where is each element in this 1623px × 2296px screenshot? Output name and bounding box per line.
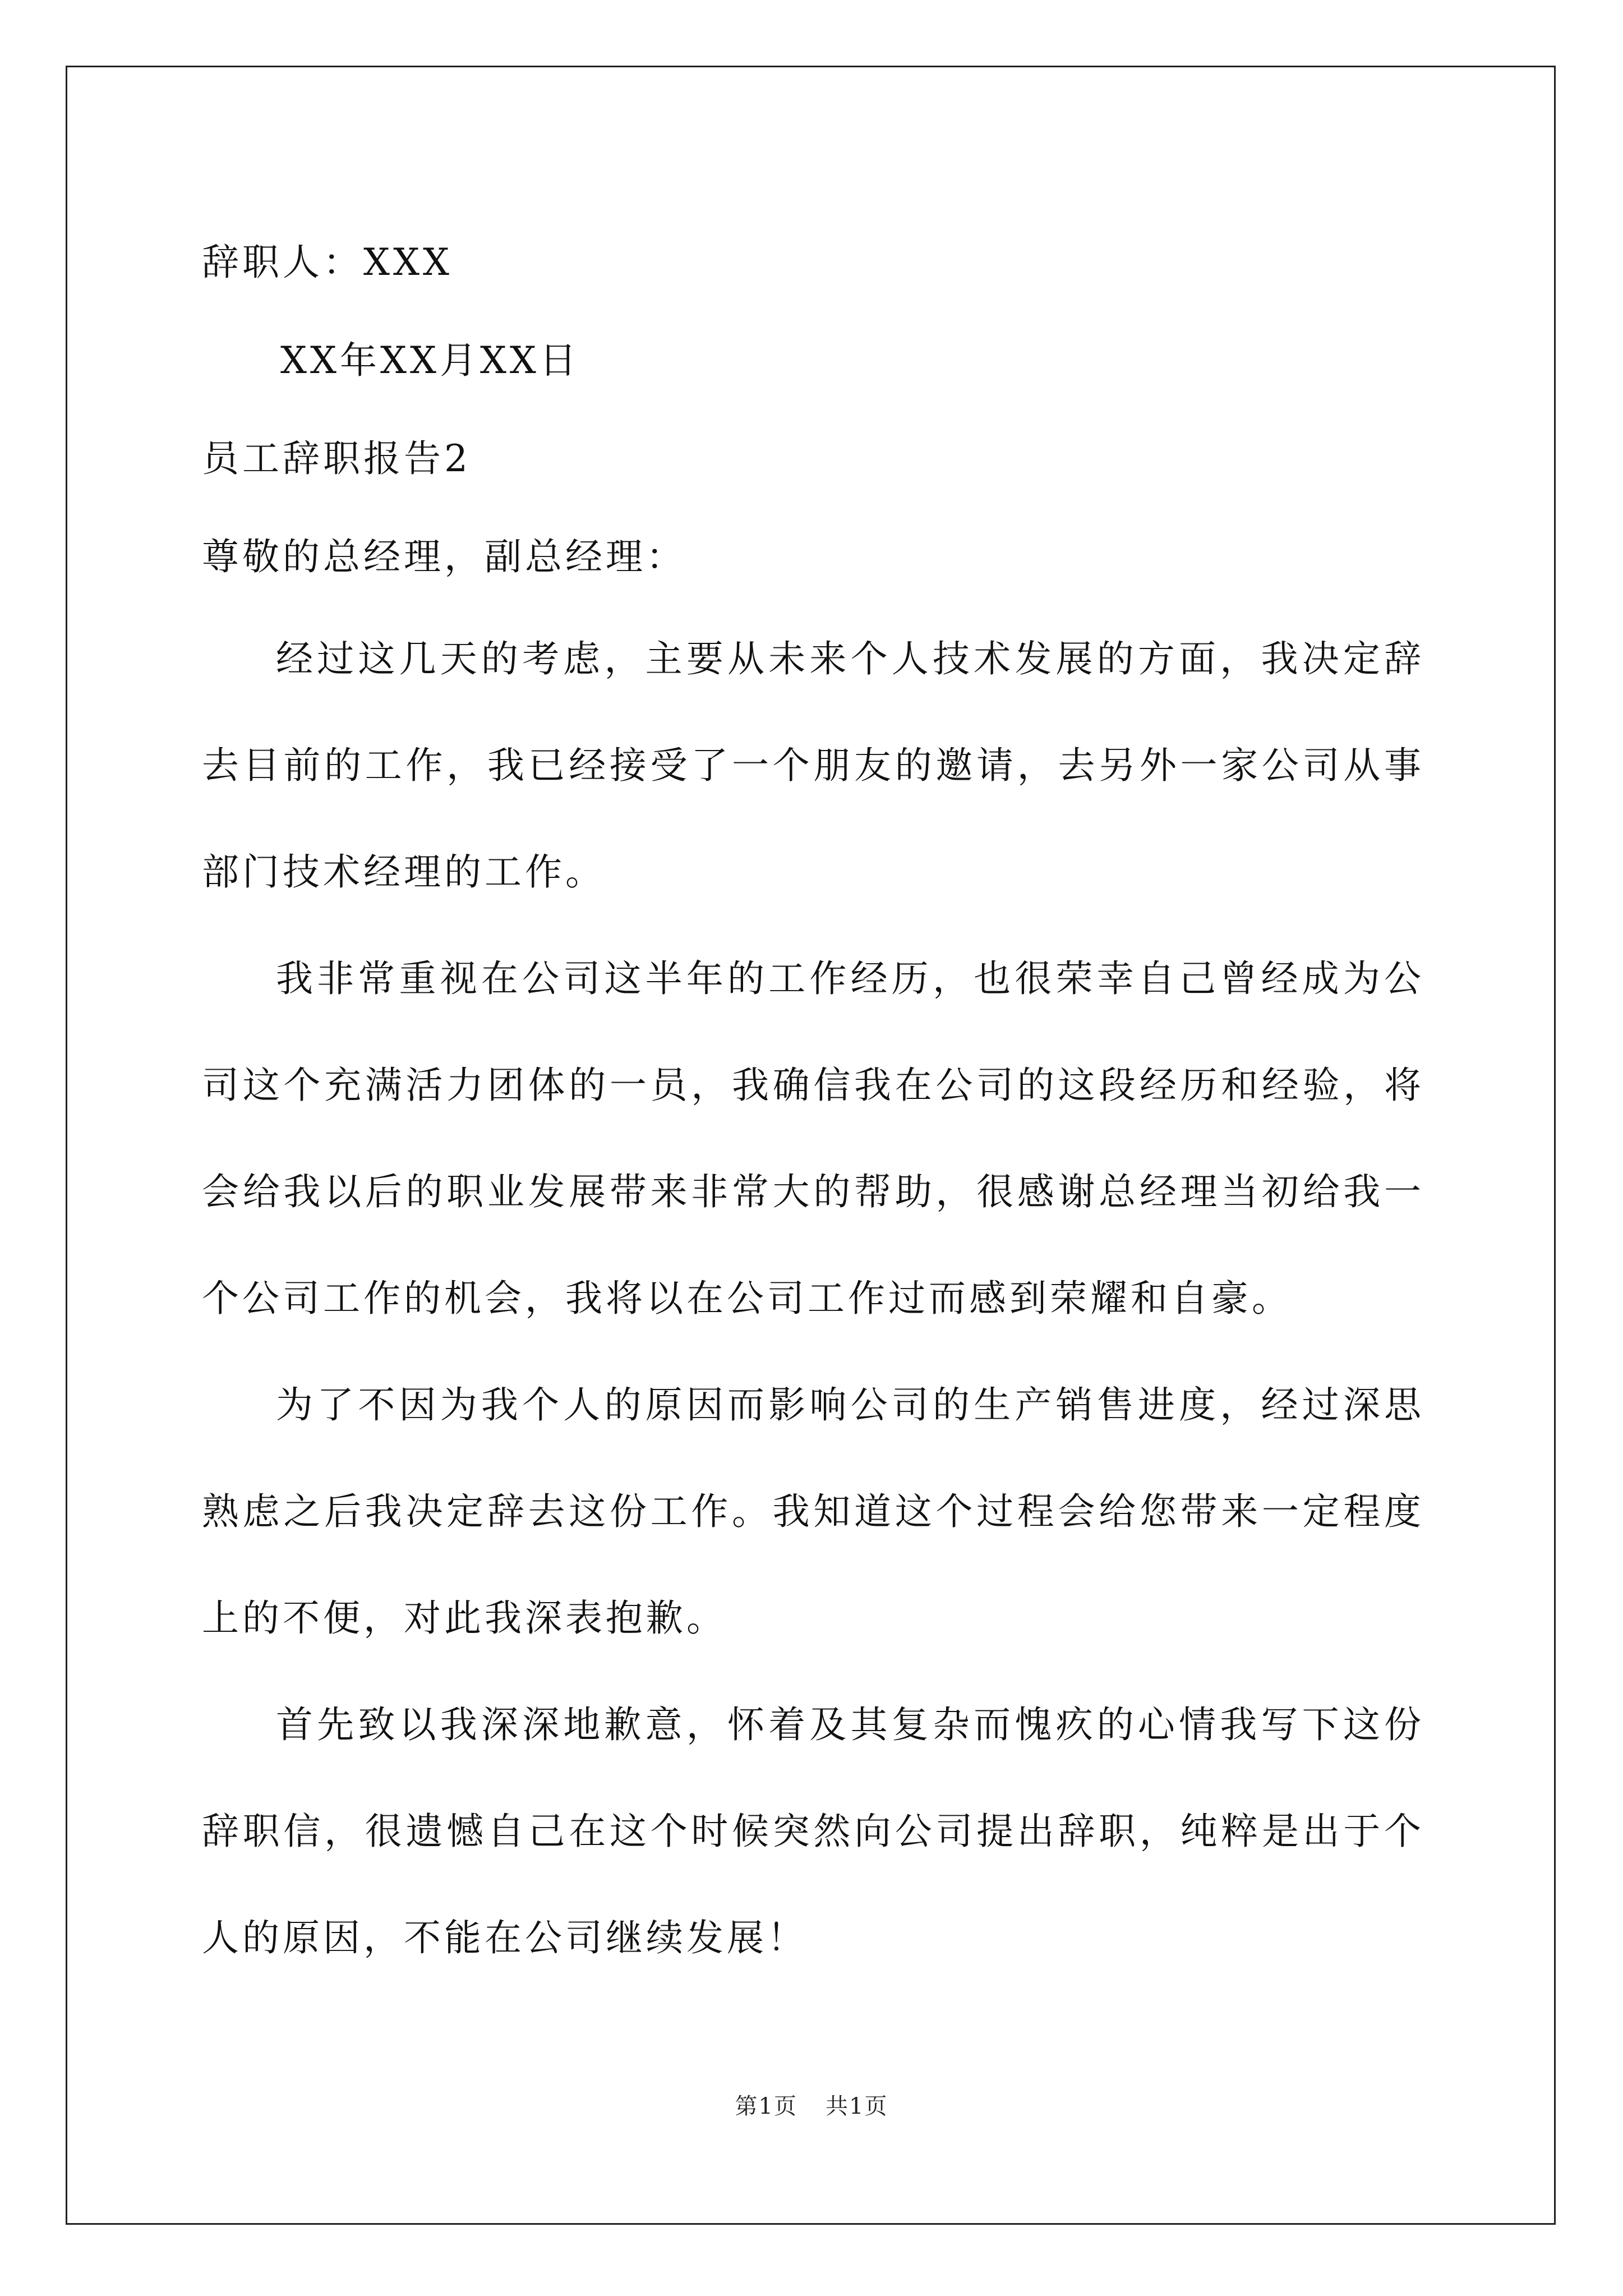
page-total: 共1页 <box>826 2093 888 2119</box>
paragraph: 为了不因为我个人的原因而影响公司的生产销售进度，经过深思熟虑之后我决定辞去这份工作。我知道这个过程会给您带来一定程度上的不便，对此我深表抱歉。 <box>202 1383 1424 1640</box>
date-line: XX年XX月XX日 <box>280 339 580 382</box>
paragraph: 我非常重视在公司这半年的工作经历，也很荣幸自己曾经成为公司这个充满活力团体的一员，我确信我在公司的这段经历和经验，将会给我以后的职业发展带来非常大的帮助，很感谢总经理当初给我一个公司工作的机会，我将以在公司工作过而感到荣耀和自豪。 <box>202 957 1424 1320</box>
section-title: 员工辞职报告2 <box>202 437 471 480</box>
salutation: 尊敬的总经理，副总经理： <box>202 535 686 578</box>
document-body <box>202 213 1424 1991</box>
paragraph: 首先致以我深深地歉意，怀着及其复杂而愧疚的心情我写下这份辞职信，很遗憾自己在这个时候突然向公司提出辞职，纯粹是出于个人的原因，不能在公司继续发展！ <box>202 1703 1424 1959</box>
paragraph: 经过这几天的考虑，主要从未来个人技术发展的方面，我决定辞去目前的工作，我已经接受了一个朋友的邀请，去另外一家公司从事部门技术经理的工作。 <box>202 637 1424 894</box>
page-footer <box>0 2091 1623 2122</box>
signer-line: 辞职人：XXX <box>202 241 453 284</box>
page-number: 第1页 <box>735 2093 797 2119</box>
